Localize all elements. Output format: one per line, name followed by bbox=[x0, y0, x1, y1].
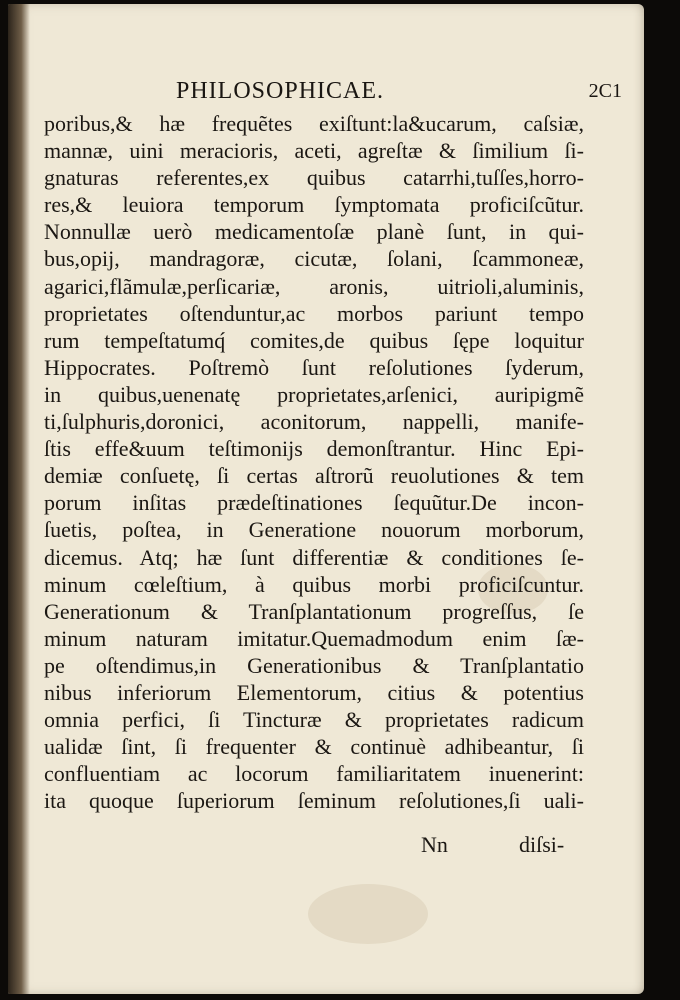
text-line: nibus inferiorum Elementorum, citius & potentius bbox=[44, 679, 584, 705]
body-text bbox=[44, 110, 584, 814]
text-line: poribus,& hæ frequẽtes exiſtunt:la&ucarum, caſsiæ, bbox=[44, 111, 584, 136]
book-page bbox=[8, 4, 644, 994]
text-line: Nonnullæ uerò medicamentoſæ planè ſunt, in qui- bbox=[44, 219, 584, 245]
text-line: minum cœleſtium, à quibus morbi proficiſcuntur. bbox=[44, 571, 584, 597]
running-head: PHILOSOPHICAE. bbox=[176, 78, 385, 104]
text-line: minum naturam imitatur.Quemadmodum enim ſæ- bbox=[44, 625, 584, 651]
text-line: dicemus. Atq; hæ ſunt differentiæ & conditiones ſe- bbox=[44, 544, 584, 570]
text-line: rum tempeſtatumq́ comites,de quibus ſępe loquitur bbox=[44, 327, 584, 353]
text-line: pe oſtendimus,in Generationibus & Tranſplantatio bbox=[44, 652, 584, 678]
folio-number: 2C1 bbox=[588, 80, 622, 102]
text-line: ſtis effe&uum teſtimonijs demonſtrantur. Hinc Epi- bbox=[44, 436, 584, 462]
text-line: Hippocrates. Poſtremò ſunt reſolutiones ſyderum, bbox=[44, 354, 584, 380]
text-line: porum inſitas prædeſtinationes ſequũtur.De incon- bbox=[44, 490, 584, 516]
text-line: bus,opij, mandragoræ, cicutæ, ſolani, ſcammoneæ, bbox=[44, 246, 584, 272]
text-line: in quibus,uenenatę proprietates,arſenici, auripigmẽ bbox=[44, 381, 584, 407]
text-line: Generationum & Tranſplantationum progreſſus, ſe bbox=[44, 598, 584, 624]
text-line: proprietates oſtenduntur,ac morbos pariunt tempo bbox=[44, 300, 584, 326]
paper-stain bbox=[308, 884, 428, 944]
text-line: res,& leuiora temporum ſymptomata proficiſcũtur. bbox=[44, 192, 584, 218]
text-line: agarici,flãmulæ,perſicariæ, aronis, uitrioli,aluminis, bbox=[44, 273, 584, 299]
text-line: gnaturas referentes,ex quibus catarrhi,tuſſes,horro- bbox=[44, 165, 584, 191]
text-line: demiæ conſuetę, ſi certas aſtrorũ reuolutiones & tem bbox=[44, 463, 584, 489]
page-header bbox=[8, 78, 644, 110]
text-line: mannæ, uini meracioris, aceti, agreſtæ & ſimilium ſi- bbox=[44, 138, 584, 164]
text-line: omnia perfici, ſi Tincturæ & proprietates radicum bbox=[44, 707, 584, 733]
text-line: ualidæ ſint, ſi frequenter & continuè adhibeantur, ſi bbox=[44, 734, 584, 760]
text-line: confluentiam ac locorum familiaritatem inuenerint: bbox=[44, 761, 584, 787]
text-line: ita quoque ſuperiorum ſeminum reſolutiones,ſi uali- bbox=[44, 788, 584, 814]
text-line: ſuetis, poſtea, in Generatione nouorum morborum, bbox=[44, 517, 584, 543]
text-line: ti,ſulphuris,doronici, aconitorum, nappelli, manife- bbox=[44, 409, 584, 435]
page-footer bbox=[8, 832, 644, 862]
signature-mark: Nn bbox=[421, 832, 448, 857]
catchword: diſsi- bbox=[519, 832, 565, 857]
